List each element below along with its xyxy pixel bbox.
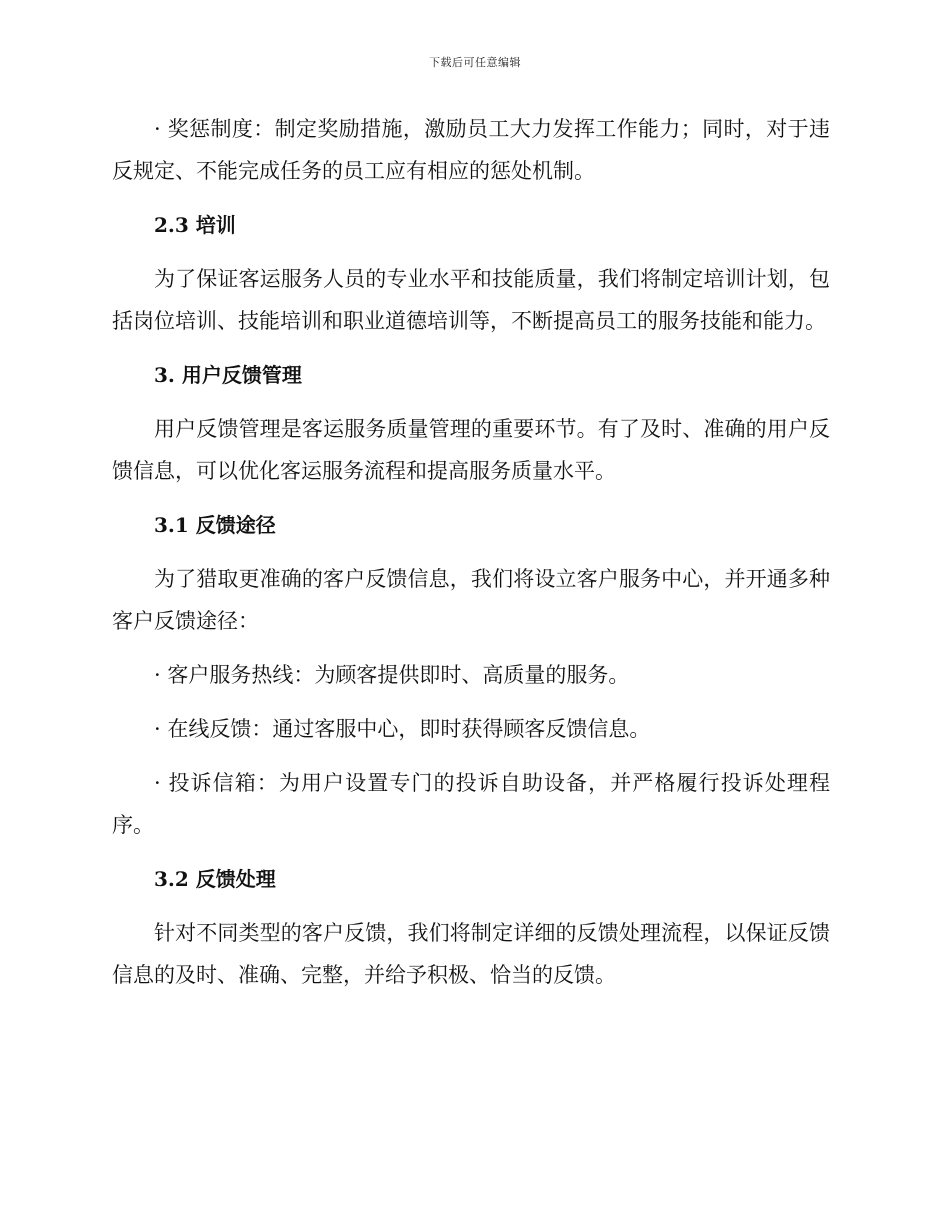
section-heading-feedback-channels: 3.1 反馈途径: [154, 513, 276, 537]
paragraph-feedback-management: 用户反馈管理是客运服务质量管理的重要环节。有了及时、准确的用户反馈信息，可以优化客运服务流程和提高服务质量水平。: [112, 417, 830, 483]
section-heading-feedback-management: 3. 用户反馈管理: [154, 363, 302, 387]
page-header: 下载后可任意编辑: [429, 56, 521, 69]
paragraph-training: 为了保证客运服务人员的专业水平和技能质量，我们将制定培训计划，包括岗位培训、技能培训和职业道德培训等，不断提高员工的服务技能和能力。: [112, 267, 830, 333]
section-heading-feedback-handling: 3.2 反馈处理: [154, 867, 276, 891]
paragraph-feedback-handling: 针对不同类型的客户反馈，我们将制定详细的反馈处理流程，以保证反馈信息的及时、准确、完整，并给予积极、恰当的反馈。: [112, 921, 830, 987]
bullet-online-feedback: · 在线反馈：通过客服中心，即时获得顾客反馈信息。: [154, 717, 651, 741]
bullet-complaint-mailbox: · 投诉信箱：为用户设置专门的投诉自助设备，并严格履行投诉处理程序。: [112, 771, 830, 837]
bullet-service-hotline: · 客户服务热线：为顾客提供即时、高质量的服务。: [154, 663, 630, 687]
document-body: [112, 108, 830, 996]
bullet-reward-punishment: · 奖惩制度：制定奖励措施，激励员工大力发挥工作能力；同时，对于违反规定、不能完成任务的员工应有相应的惩处机制。: [112, 117, 830, 183]
section-heading-training: 2.3 培训: [154, 213, 236, 237]
paragraph-feedback-channels: 为了猎取更准确的客户反馈信息，我们将设立客户服务中心，并开通多种客户反馈途径：: [112, 567, 830, 633]
